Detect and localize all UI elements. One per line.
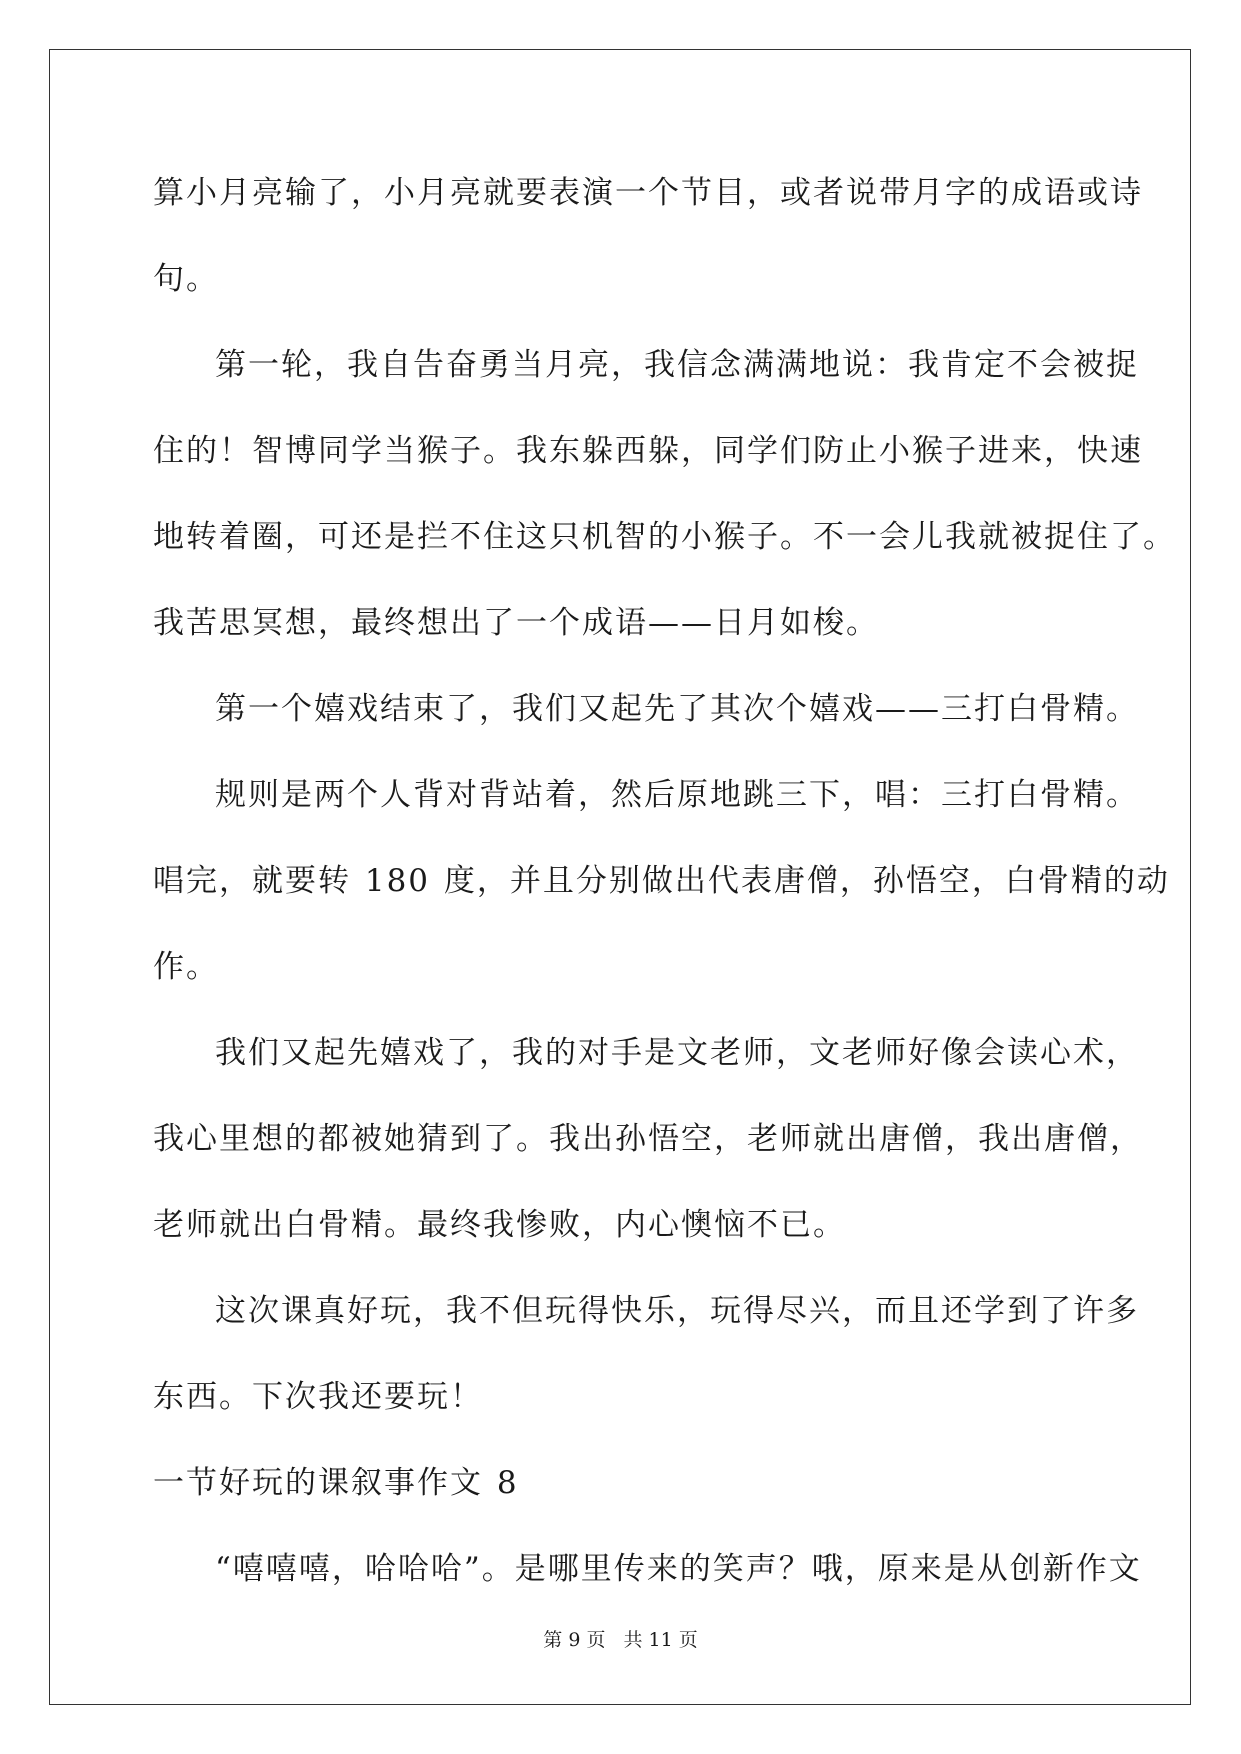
- page-footer: [0, 1628, 1241, 1652]
- text-line-3: 第一轮，我自告奋勇当月亮，我信念满满地说：我肯定不会被捉: [215, 347, 1139, 383]
- total-pages: 共 11 页: [623, 1629, 698, 1651]
- text-line-14: 这次课真好玩，我不但玩得快乐，玩得尽兴，而且还学到了许多: [215, 1293, 1139, 1329]
- section-heading: 一节好玩的课叙事作文 8: [153, 1465, 519, 1501]
- text-line-4: 住的！智博同学当猴子。我东躲西躲，同学们防止小猴子进来，快速: [153, 433, 1143, 469]
- text-line-12: 我心里想的都被她猜到了。我出孙悟空，老师就出唐僧，我出唐僧，: [153, 1121, 1143, 1157]
- text-line-6: 我苦思冥想，最终想出了一个成语——日月如梭。: [153, 605, 879, 641]
- text-line-10: 作。: [153, 949, 219, 985]
- text-line-11: 我们又起先嬉戏了，我的对手是文老师，文老师好像会读心术，: [215, 1035, 1139, 1071]
- document-body: [153, 160, 1176, 1622]
- text-line-17: “嘻嘻嘻，哈哈哈”。是哪里传来的笑声？哦，原来是从创新作文: [215, 1551, 1142, 1587]
- text-line-9: 唱完，就要转 180 度，并且分别做出代表唐僧，孙悟空，白骨精的动: [153, 863, 1170, 899]
- text-line-5: 地转着圈，可还是拦不住这只机智的小猴子。不一会儿我就被捉住了。: [153, 519, 1176, 555]
- text-line-1: 算小月亮输了，小月亮就要表演一个节目，或者说带月字的成语或诗: [153, 175, 1143, 211]
- text-line-8: 规则是两个人背对背站着，然后原地跳三下，唱：三打白骨精。: [215, 777, 1139, 813]
- text-line-7: 第一个嬉戏结束了，我们又起先了其次个嬉戏——三打白骨精。: [215, 691, 1139, 727]
- text-line-13: 老师就出白骨精。最终我惨败，内心懊恼不已。: [153, 1207, 846, 1243]
- text-line-2: 句。: [153, 261, 219, 297]
- page-number: 第 9 页: [543, 1629, 606, 1651]
- text-line-15: 东西。下次我还要玩！: [153, 1379, 483, 1415]
